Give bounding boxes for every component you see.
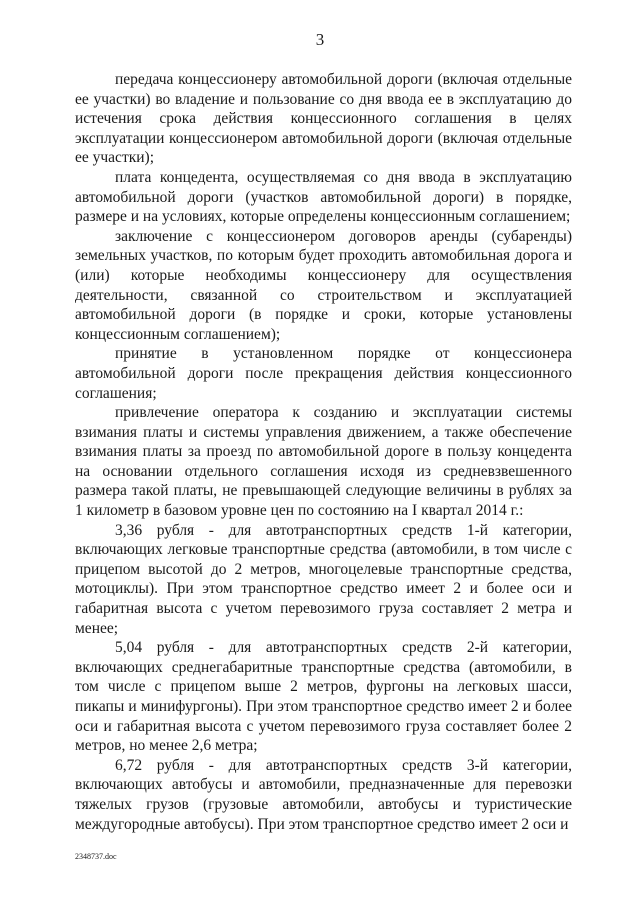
paragraph: передача концессионеру автомобильной дороги (включая отдельные ее участки) во владение и пользование со дня ввода ее в эксплуатацию до истечения срока действия концессионного соглашения в целях эксплуатации концессионером автомобильной дороги (включая отдельные ее участки); xyxy=(75,71,572,167)
paragraph: принятие в установленном порядке от концессионера автомобильной дороги после прекращения действия концессионного соглашения; xyxy=(75,345,572,402)
paragraph: привлечение оператора к созданию и эксплуатации системы взимания платы и системы управления движением, а также обеспечение взимания платы за проезд по автомобильной дороге в пользу концедента на основании отдельного соглашения исходя из средневзвешенного размера такой платы, не превышающей следующие величины в рублях за 1 километр в базовом уровне цен по состоянию на I квартал 2014 г.: xyxy=(75,404,572,520)
document-body xyxy=(75,70,572,834)
paragraph: 6,72 рубля - для автотранспортных средств 3-й категории, включающих автобусы и автомобили, предназначенные для перевозки тяжелых грузов (грузовые автомобили, автобусы и туристические междугородные автобусы). При этом транспортное средство имеет 2 оси и xyxy=(75,756,572,833)
document-filename: 2348737.doc xyxy=(75,852,117,861)
paragraph: плата концедента, осуществляемая со дня ввода в эксплуатацию автомобильной дороги (участков автомобильной дороги) в порядке, размере и на условиях, которые определены концессионным соглашением; xyxy=(75,168,572,226)
paragraph: 5,04 рубля - для автотранспортных средств 2-й категории, включающих среднегабаритные транспортные средства (автомобили, в том числе с прицепом выше 2 метров, фургоны на легковых шасси, пикапы и минифургоны). При этом транспортное средство имеет 2 и более оси и габаритная высота с учетом перевозимого груза составляет более 2 метров, но менее 2,6 метра; xyxy=(75,639,572,755)
paragraph: 3,36 рубля - для автотранспортных средств 1-й категории, включающих легковые транспортные средства (автомобили, в том числе с прицепом высотой до 2 метров, многоцелевые транспортные средства, мотоциклы). При этом транспортное средство имеет 2 и более оси и габаритная высота с учетом перевозимого груза составляет 2 метра и менее; xyxy=(75,521,572,637)
page-number: 3 xyxy=(315,30,325,49)
paragraph: заключение с концессионером договоров аренды (субаренды) земельных участков, по которым будет проходить автомобильная дорога и (или) которые необходимы концессионеру для осуществления деятельности, связанной со строительством и эксплуатацией автомобильной дороги (в порядке и сроки, которые установлены концессионным соглашением); xyxy=(75,227,572,343)
